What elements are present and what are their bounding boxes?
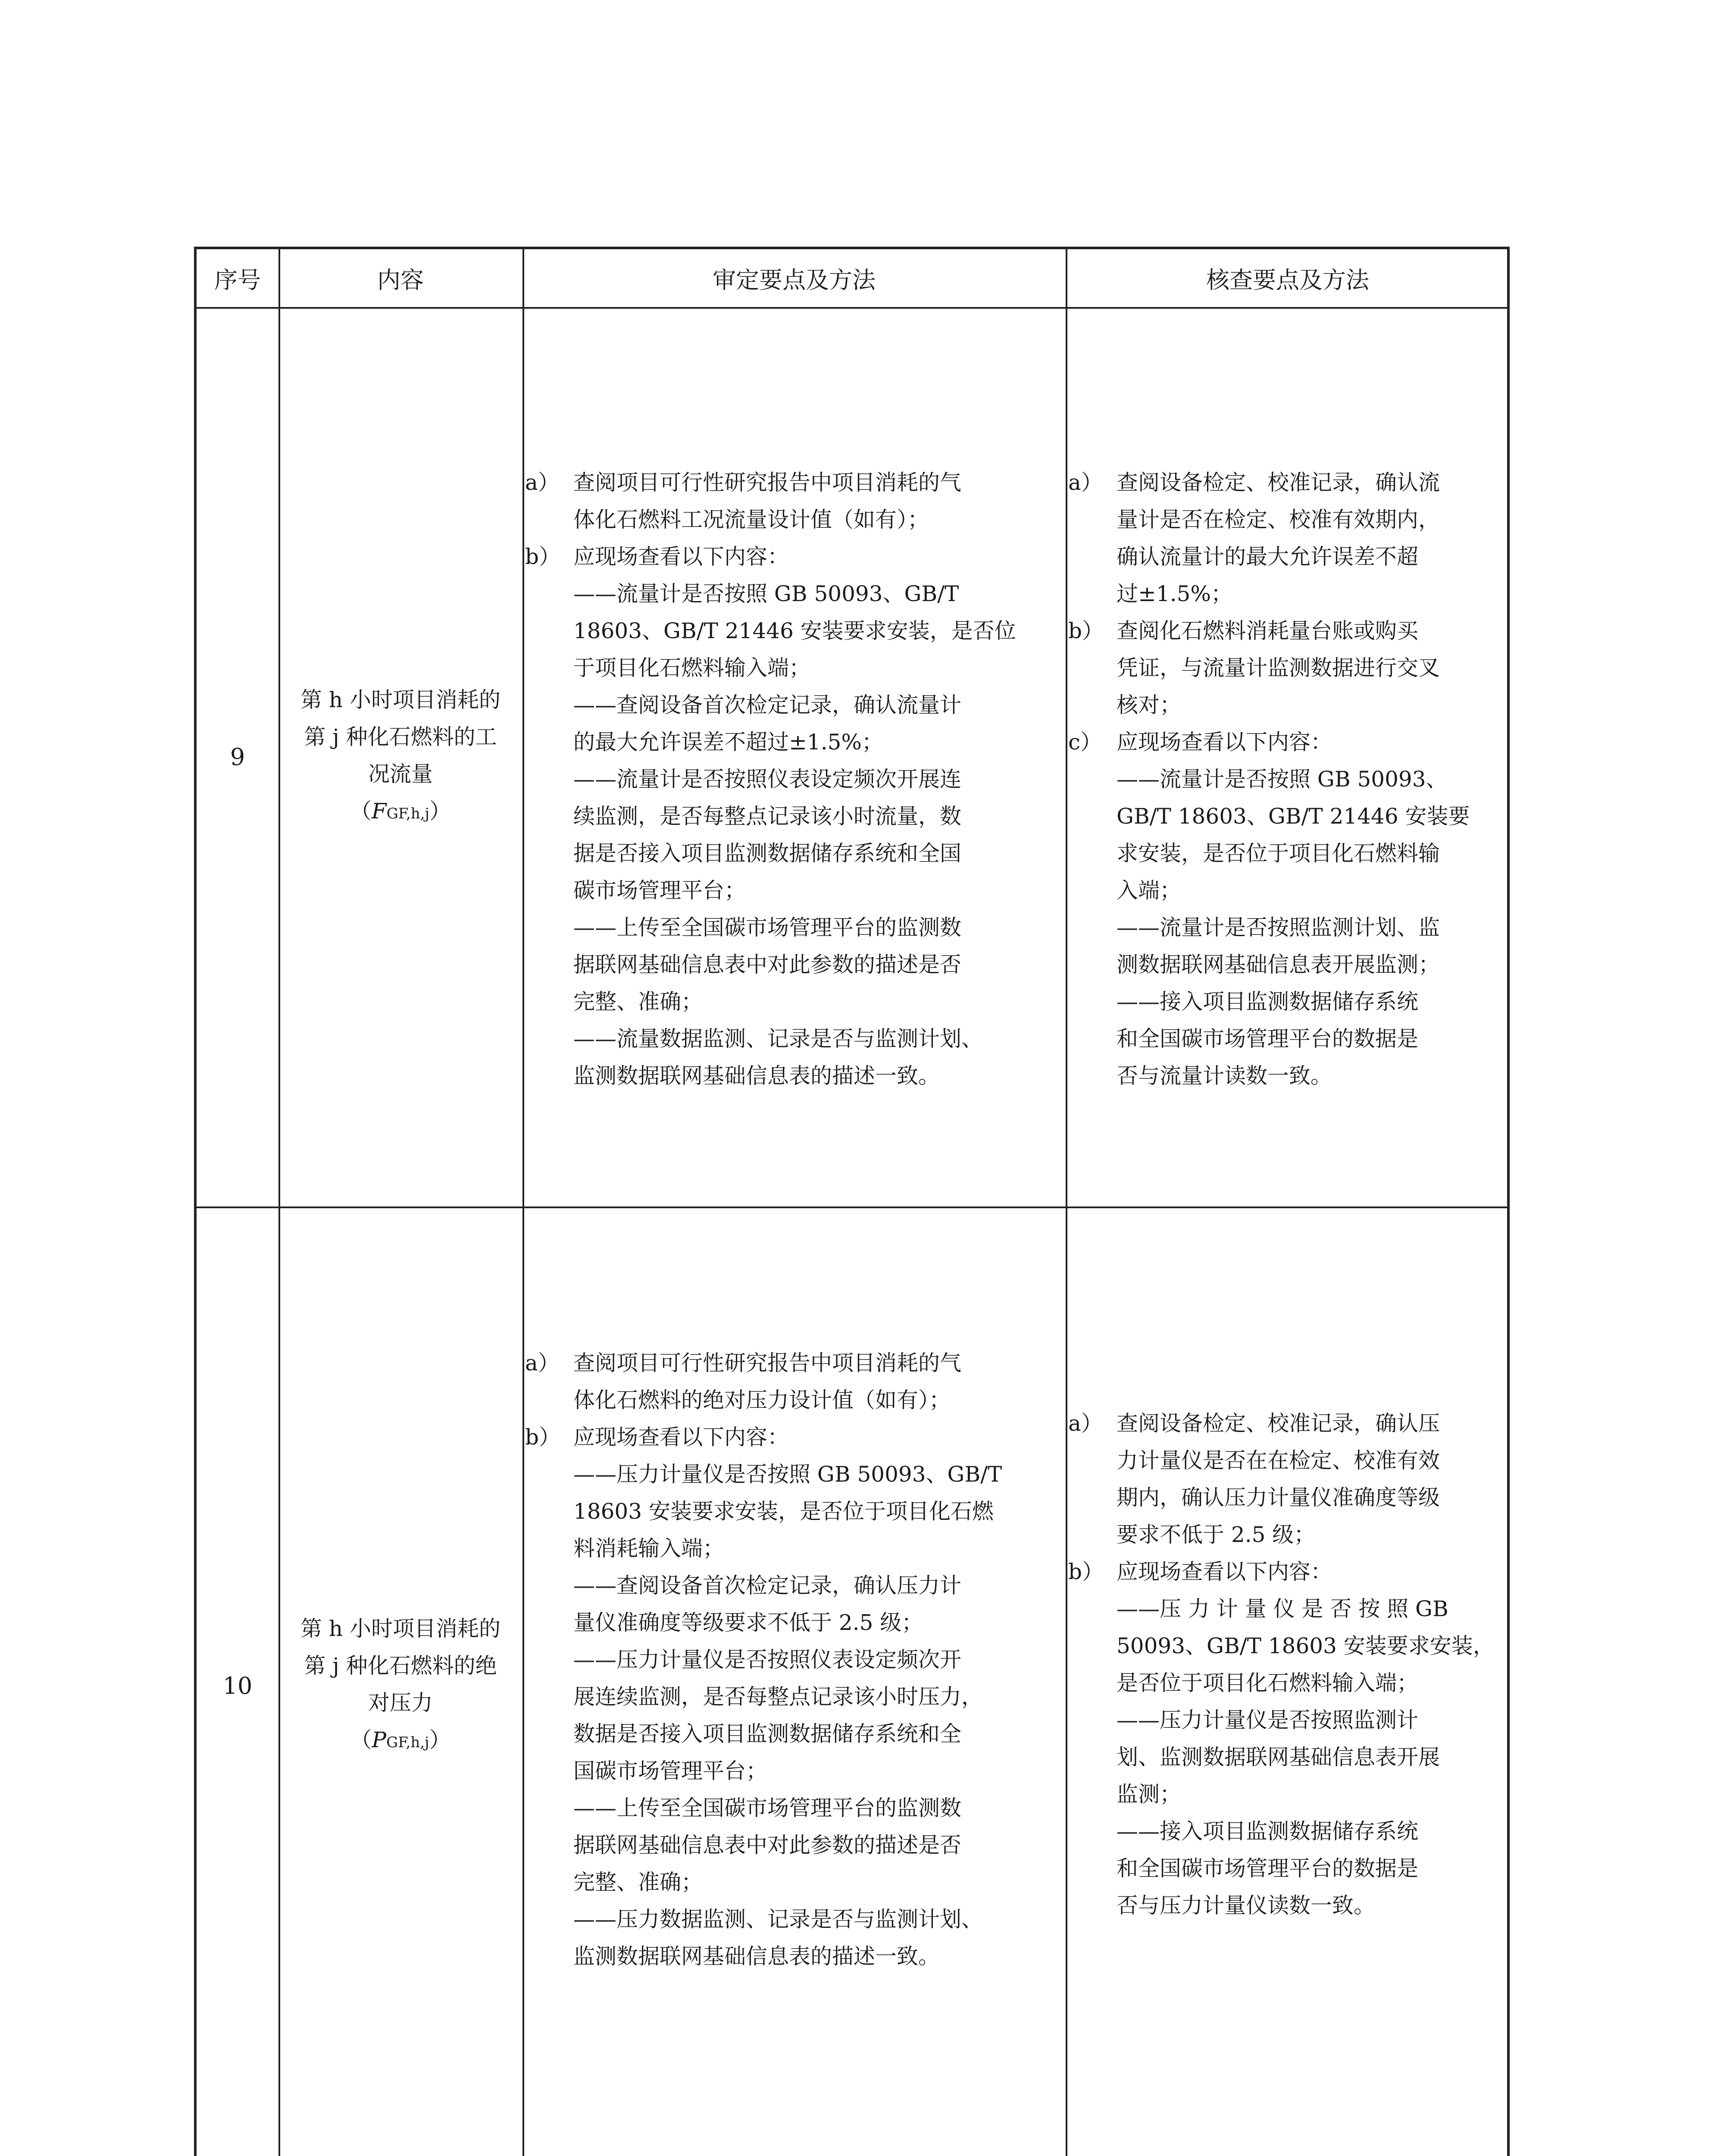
method-line: [525, 501, 1064, 538]
method-line: [525, 1419, 1064, 1456]
audit-method-text: [525, 1344, 1064, 1975]
method-text: 数据是否接入项目监测数据储存系统和全: [573, 1721, 961, 1746]
method-line: [1068, 1627, 1508, 1664]
method-text: 入端；: [1117, 878, 1181, 903]
method-line: [1068, 649, 1508, 686]
method-line: [525, 1938, 1064, 1975]
symbol-main: P: [372, 1727, 387, 1752]
method-text: 核对；: [1117, 693, 1181, 718]
method-label: c）: [1068, 730, 1102, 755]
method-text: 查阅化石燃料消耗量台账或购买: [1117, 618, 1418, 643]
method-line: [1068, 798, 1508, 835]
symbol-main: F: [371, 799, 387, 824]
method-text: 凭证，与流量计监测数据进行交叉: [1117, 655, 1440, 680]
row-number: 9: [230, 743, 245, 771]
method-text: 期内，确认压力计量仪准确度等级: [1117, 1485, 1440, 1510]
method-text: 监测数据联网基础信息表的描述一致。: [573, 1944, 940, 1969]
method-line: [525, 872, 1064, 909]
method-text: ——流量计是否按照监测计划、监: [1117, 915, 1440, 940]
method-text: 和全国碳市场管理平台的数据是: [1117, 1026, 1418, 1051]
method-line: [1068, 1020, 1508, 1057]
method-line: [525, 835, 1064, 872]
method-line: [1068, 501, 1508, 538]
verify-method-text: [1068, 464, 1508, 1094]
method-line: [1068, 1553, 1508, 1590]
method-label: a）: [525, 470, 560, 495]
method-text: 查阅项目可行性研究报告中项目消耗的气: [573, 1351, 961, 1376]
method-text: GB/T 18603、GB/T 21446 安装要: [1117, 804, 1470, 829]
method-line: [525, 1715, 1064, 1752]
content-line: 第 j 种化石燃料的工: [304, 724, 497, 749]
method-line: [525, 464, 1064, 501]
method-text: 展连续监测，是否每整点记录该小时压力，: [573, 1684, 983, 1709]
row-content: [278, 1206, 522, 2156]
method-line: [525, 1382, 1064, 1419]
method-text: 过±1.5%；: [1117, 581, 1232, 606]
verify-method-text: [1068, 1405, 1508, 1924]
method-text: ——上传至全国碳市场管理平台的监测数: [573, 1796, 961, 1821]
method-text: 据联网基础信息表中对此参数的描述是否: [573, 1833, 961, 1858]
method-text: 应现场查看以下内容：: [1117, 730, 1332, 755]
method-line: [1068, 1057, 1508, 1094]
method-text: 应现场查看以下内容：: [573, 544, 789, 569]
method-line: [1068, 724, 1508, 761]
method-line: [525, 1678, 1064, 1715]
method-line: [525, 1530, 1064, 1567]
method-line: [1068, 612, 1508, 649]
method-line: [525, 798, 1064, 835]
parameter-symbol: （PGF,h,j）: [350, 1727, 451, 1752]
method-line: [1068, 1702, 1508, 1739]
method-label: a）: [525, 1351, 560, 1376]
method-text: 划、监测数据联网基础信息表开展: [1117, 1745, 1440, 1770]
method-text: 应现场查看以下内容：: [573, 1425, 789, 1450]
method-line: [525, 1864, 1064, 1901]
content-line: 第 j 种化石燃料的绝: [304, 1653, 497, 1678]
content-line: 第 h 小时项目消耗的: [300, 1616, 500, 1641]
method-text: 量仪准确度等级要求不低于 2.5 级；: [573, 1610, 923, 1635]
method-text: 据是否接入项目监测数据储存系统和全国: [573, 841, 961, 866]
method-text: ——流量数据监测、记录是否与监测计划、: [573, 1026, 983, 1051]
method-line: [525, 1567, 1064, 1604]
method-line: [1068, 946, 1508, 983]
method-line: [525, 1344, 1064, 1382]
method-text: ——查阅设备首次检定记录，确认流量计: [573, 693, 961, 718]
method-text: ——流量计是否按照仪表设定频次开展连: [573, 767, 961, 792]
method-text: 测数据联网基础信息表开展监测；: [1117, 952, 1440, 977]
method-text: 18603、GB/T 21446 安装要求安装，是否位: [573, 618, 1016, 643]
audit-method-text: [525, 464, 1064, 1094]
method-line: [1068, 835, 1508, 872]
method-text: 量计是否在检定、校准有效期内，: [1117, 507, 1440, 532]
method-line: [525, 1827, 1064, 1864]
symbol-subscript: GF,h,j: [386, 1734, 429, 1751]
method-line: [525, 686, 1064, 724]
method-text: 碳市场管理平台；: [573, 878, 746, 903]
column-divider: [1066, 249, 1067, 2156]
header-content: 内容: [377, 266, 424, 294]
method-text: 料消耗输入端；: [573, 1536, 724, 1561]
method-line: [1068, 538, 1508, 575]
method-text: 否与压力计量仪读数一致。: [1117, 1893, 1375, 1918]
method-text: 国碳市场管理平台；: [573, 1758, 767, 1783]
method-text: 和全国碳市场管理平台的数据是: [1117, 1856, 1418, 1881]
method-line: [525, 761, 1064, 798]
method-line: [1068, 872, 1508, 909]
method-line: [1068, 1590, 1508, 1627]
method-text: 50093、GB/T 18603 安装要求安装，: [1117, 1633, 1495, 1658]
method-line: [525, 1641, 1064, 1678]
method-text: 查阅项目可行性研究报告中项目消耗的气: [573, 470, 961, 495]
method-line: [1068, 1442, 1508, 1479]
method-text: ——压力计量仪是否按照 GB 50093、GB/T: [573, 1462, 1002, 1487]
method-line: [525, 612, 1064, 649]
method-text: ——压力计量仪是否按照仪表设定频次开: [573, 1647, 961, 1672]
method-line: [1068, 1776, 1508, 1813]
method-line: [1068, 1405, 1508, 1442]
method-label: a）: [1068, 470, 1103, 495]
method-text: 力计量仪是否在在检定、校准有效: [1117, 1448, 1440, 1473]
method-text: 于项目化石燃料输入端；: [573, 655, 810, 680]
content-line: 第 h 小时项目消耗的: [300, 687, 500, 712]
method-text: 体化石燃料的绝对压力设计值（如有）；: [573, 1388, 951, 1413]
method-line: [1068, 575, 1508, 612]
content-line: 对压力: [368, 1690, 433, 1715]
method-text: ——接入项目监测数据储存系统: [1117, 1819, 1418, 1844]
method-text: 的最大允许误差不超过±1.5%；: [573, 730, 883, 755]
method-text: ——压力数据监测、记录是否与监测计划、: [573, 1907, 983, 1932]
method-line: [1068, 983, 1508, 1020]
method-line: [1068, 909, 1508, 946]
header-audit: 审定要点及方法: [713, 266, 876, 294]
method-text: 完整、准确；: [573, 989, 703, 1014]
method-line: [1068, 464, 1508, 501]
method-line: [525, 575, 1064, 612]
column-divider: [522, 249, 524, 2156]
method-label: b）: [1068, 618, 1104, 643]
method-line: [525, 1493, 1064, 1530]
method-line: [525, 724, 1064, 761]
method-text: 查阅设备检定、校准记录，确认压: [1117, 1411, 1440, 1436]
method-text: 是否位于项目化石燃料输入端；: [1117, 1670, 1418, 1695]
row-content: [278, 307, 522, 1206]
method-line: [1068, 1887, 1508, 1924]
method-text: ——流量计是否按照 GB 50093、: [1117, 767, 1448, 792]
method-line: [525, 649, 1064, 686]
method-line: [1068, 761, 1508, 798]
method-line: [1068, 1739, 1508, 1776]
method-label: b）: [525, 1425, 561, 1450]
method-text: ——上传至全国碳市场管理平台的监测数: [573, 915, 961, 940]
method-label: a）: [1068, 1411, 1103, 1436]
method-text: 体化石燃料工况流量设计值（如有）；: [573, 507, 929, 532]
content-text: [280, 1610, 521, 1761]
method-text: 据联网基础信息表中对此参数的描述是否: [573, 952, 961, 977]
method-text: ——接入项目监测数据储存系统: [1117, 989, 1418, 1014]
method-text: 续监测，是否每整点记录该小时流量，数: [573, 804, 961, 829]
method-text: ——压力计量仪是否按照监测计: [1117, 1708, 1418, 1733]
method-line: [525, 1057, 1064, 1094]
method-line: [525, 909, 1064, 946]
method-line: [1068, 1516, 1508, 1553]
symbol-subscript: GF,h,j: [386, 805, 430, 822]
method-text: 确认流量计的最大允许误差不超: [1117, 544, 1418, 569]
method-text: 完整、准确；: [573, 1870, 703, 1895]
parameter-symbol: （FGF,h,j）: [350, 799, 451, 824]
content-line: 况流量: [368, 761, 433, 787]
method-line: [525, 1901, 1064, 1938]
method-line: [525, 983, 1064, 1020]
method-line: [525, 1789, 1064, 1827]
method-text: 求安装，是否位于项目化石燃料输: [1117, 841, 1440, 866]
header-verify: 核查要点及方法: [1206, 266, 1369, 294]
method-text: 要求不低于 2.5 级；: [1117, 1522, 1316, 1547]
method-text: 监测数据联网基础信息表的描述一致。: [573, 1063, 940, 1088]
method-line: [1068, 1813, 1508, 1850]
method-text: ——压 力 计 量 仪 是 否 按 照 GB: [1117, 1596, 1448, 1621]
header-seq: 序号: [214, 266, 261, 294]
method-line: [525, 1456, 1064, 1493]
method-line: [525, 1604, 1064, 1641]
method-label: b）: [1068, 1559, 1104, 1584]
method-line: [1068, 686, 1508, 724]
method-text: 18603 安装要求安装，是否位于项目化石燃: [573, 1499, 994, 1524]
method-text: ——流量计是否按照 GB 50093、GB/T: [573, 581, 959, 606]
row-number: 10: [222, 1672, 253, 1699]
content-text: [280, 681, 521, 832]
method-line: [525, 946, 1064, 983]
method-line: [1068, 1664, 1508, 1702]
method-line: [1068, 1850, 1508, 1887]
method-line: [525, 1752, 1064, 1789]
method-text: 查阅设备检定、校准记录，确认流: [1117, 470, 1440, 495]
method-line: [525, 1020, 1064, 1057]
method-text: 否与流量计读数一致。: [1117, 1063, 1332, 1088]
method-text: ——查阅设备首次检定记录，确认压力计: [573, 1573, 961, 1598]
method-line: [1068, 1479, 1508, 1516]
requirements-table: [194, 247, 1510, 2156]
method-label: b）: [525, 544, 561, 569]
method-text: 应现场查看以下内容：: [1117, 1559, 1332, 1584]
method-line: [525, 538, 1064, 575]
method-text: 监测；: [1117, 1782, 1181, 1807]
